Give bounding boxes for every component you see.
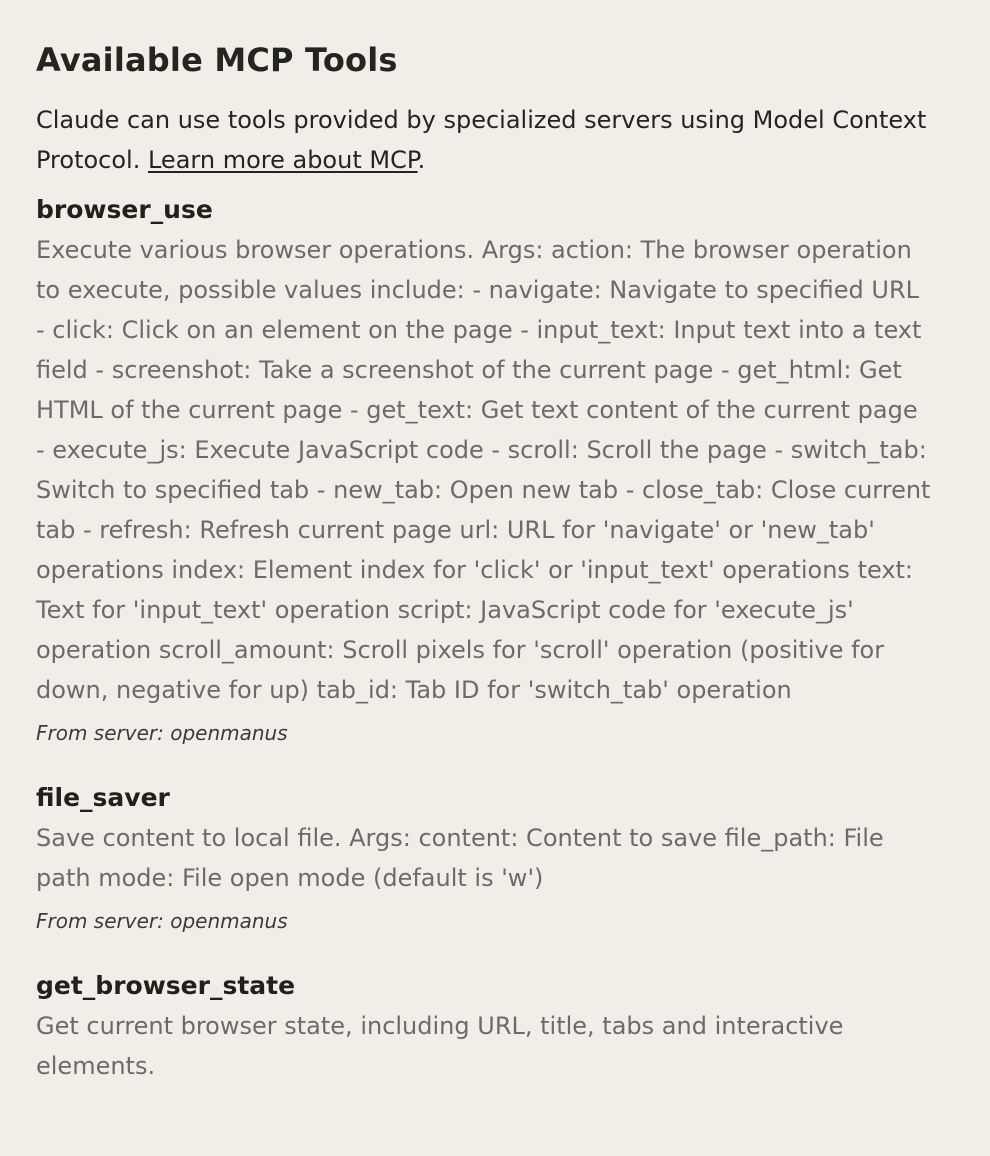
tool-description: Get current browser state, including URL, title, tabs and interactive elements. bbox=[36, 1012, 844, 1080]
page-title: Available MCP Tools bbox=[36, 41, 398, 79]
tool-item-get-browser-state bbox=[36, 966, 954, 1086]
tool-server: From server: openmanus bbox=[36, 909, 288, 933]
tool-name: browser_use bbox=[36, 195, 213, 224]
intro-suffix: . bbox=[417, 146, 426, 174]
tool-server: From server: openmanus bbox=[36, 721, 288, 745]
tool-name: file_saver bbox=[36, 783, 170, 812]
scroll-fade-overlay bbox=[0, 1116, 990, 1156]
tool-description: Save content to local file. Args: content: Content to save file_path: File path mode: File open mode (default is 'w') bbox=[36, 824, 884, 892]
tool-item-file-saver bbox=[36, 778, 954, 936]
learn-more-link[interactable]: Learn more about MCP bbox=[147, 146, 418, 174]
intro-text bbox=[36, 100, 936, 180]
tool-description: Execute various browser operations. Args: action: The browser operation to execute, possible values include: - navigate: Navigate to specified URL - click: Click on an element on the page - input_text: Input text into a text field - screenshot: Take a screenshot of the current page - get_html: Get HTML of the current page - get_text: Get text content of the current page - execute_js: Execute JavaScript code - scroll: Scroll the page - switch_tab: Switch to specified tab - new_tab: Open new tab - close_tab: Close current tab - refresh: Refresh current page url: URL for 'navigate' or 'new_tab' operations index: Element index for 'click' or 'input_text' operations text: Text for 'input_text' operation script: JavaScript code for 'execute_js' operation scroll_amount: Scroll pixels for 'scroll' operation (positive for down, negative for up) tab_id: Tab ID for 'switch_tab' operation bbox=[36, 236, 931, 704]
tool-name: get_browser_state bbox=[36, 971, 296, 1000]
tool-item-browser-use bbox=[36, 190, 954, 748]
intro-body: Claude can use tools provided by specialized servers using Model Context Protocol. bbox=[36, 106, 927, 174]
